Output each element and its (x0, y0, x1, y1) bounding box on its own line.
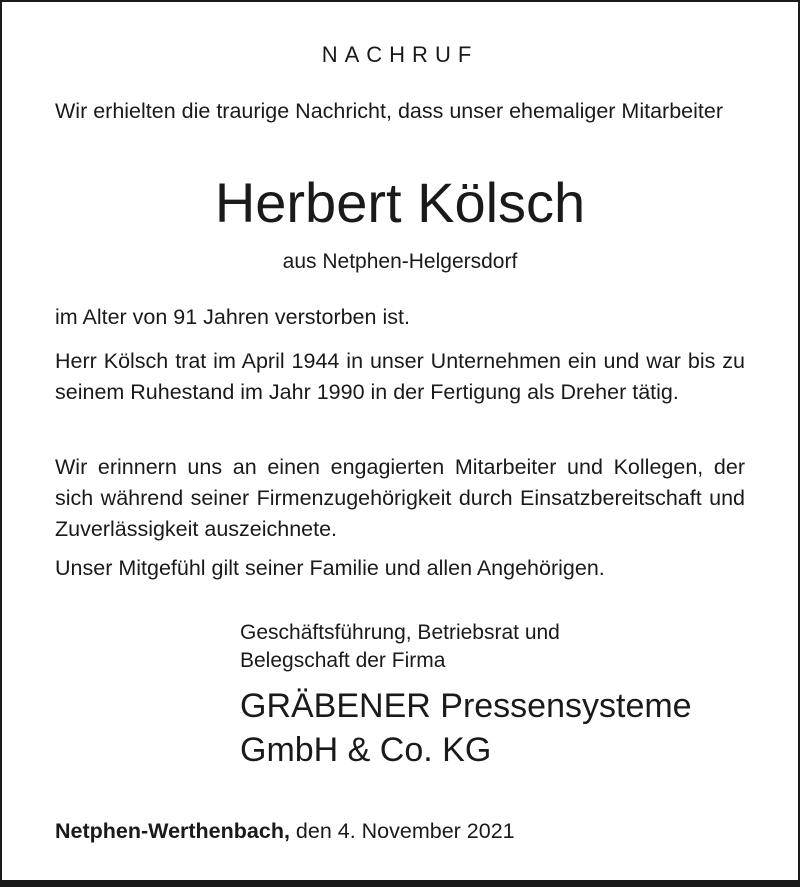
place-date-line (55, 819, 745, 844)
heading-nachruf: NACHRUF (321, 42, 479, 67)
footer-date: den 4. November 2021 (289, 819, 515, 843)
career-paragraph: Herr Kölsch trat im April 1944 in unser Unternehmen ein und war bis zu seinem Ruhestand im Jahr 1990 in der Fertigung als Dreher tätig. (55, 349, 745, 404)
footer-place: Netphen-Werthenbach, (55, 819, 290, 843)
signature-line-1: Geschäftsführung, Betriebsrat und (240, 621, 560, 644)
signature-line-2: Belegschaft der Firma (240, 649, 446, 672)
company-name-line-1: GRÄBENER Pressensysteme (240, 687, 692, 725)
sympathy-paragraph: Unser Mitgefühl gilt seiner Familie und allen Angehörigen. (55, 556, 605, 580)
company-name-line-2: GmbH & Co. KG (240, 731, 492, 769)
age-line: im Alter von 91 Jahren verstorben ist. (55, 305, 410, 329)
deceased-name: Herbert Kölsch (214, 171, 586, 234)
memory-paragraph: Wir erinnern uns an einen engagierten Mitarbeiter und Kollegen, der sich während seiner Firmenzugehörigkeit durch Einsatzbereitschaft und Zuverlässigkeit auszeichnete. (55, 455, 745, 541)
origin-text: aus Netphen-Helgersdorf (282, 250, 518, 273)
intro-text: Wir erhielten die traurige Nachricht, dass unser ehemaliger Mitarbeiter (55, 99, 723, 123)
